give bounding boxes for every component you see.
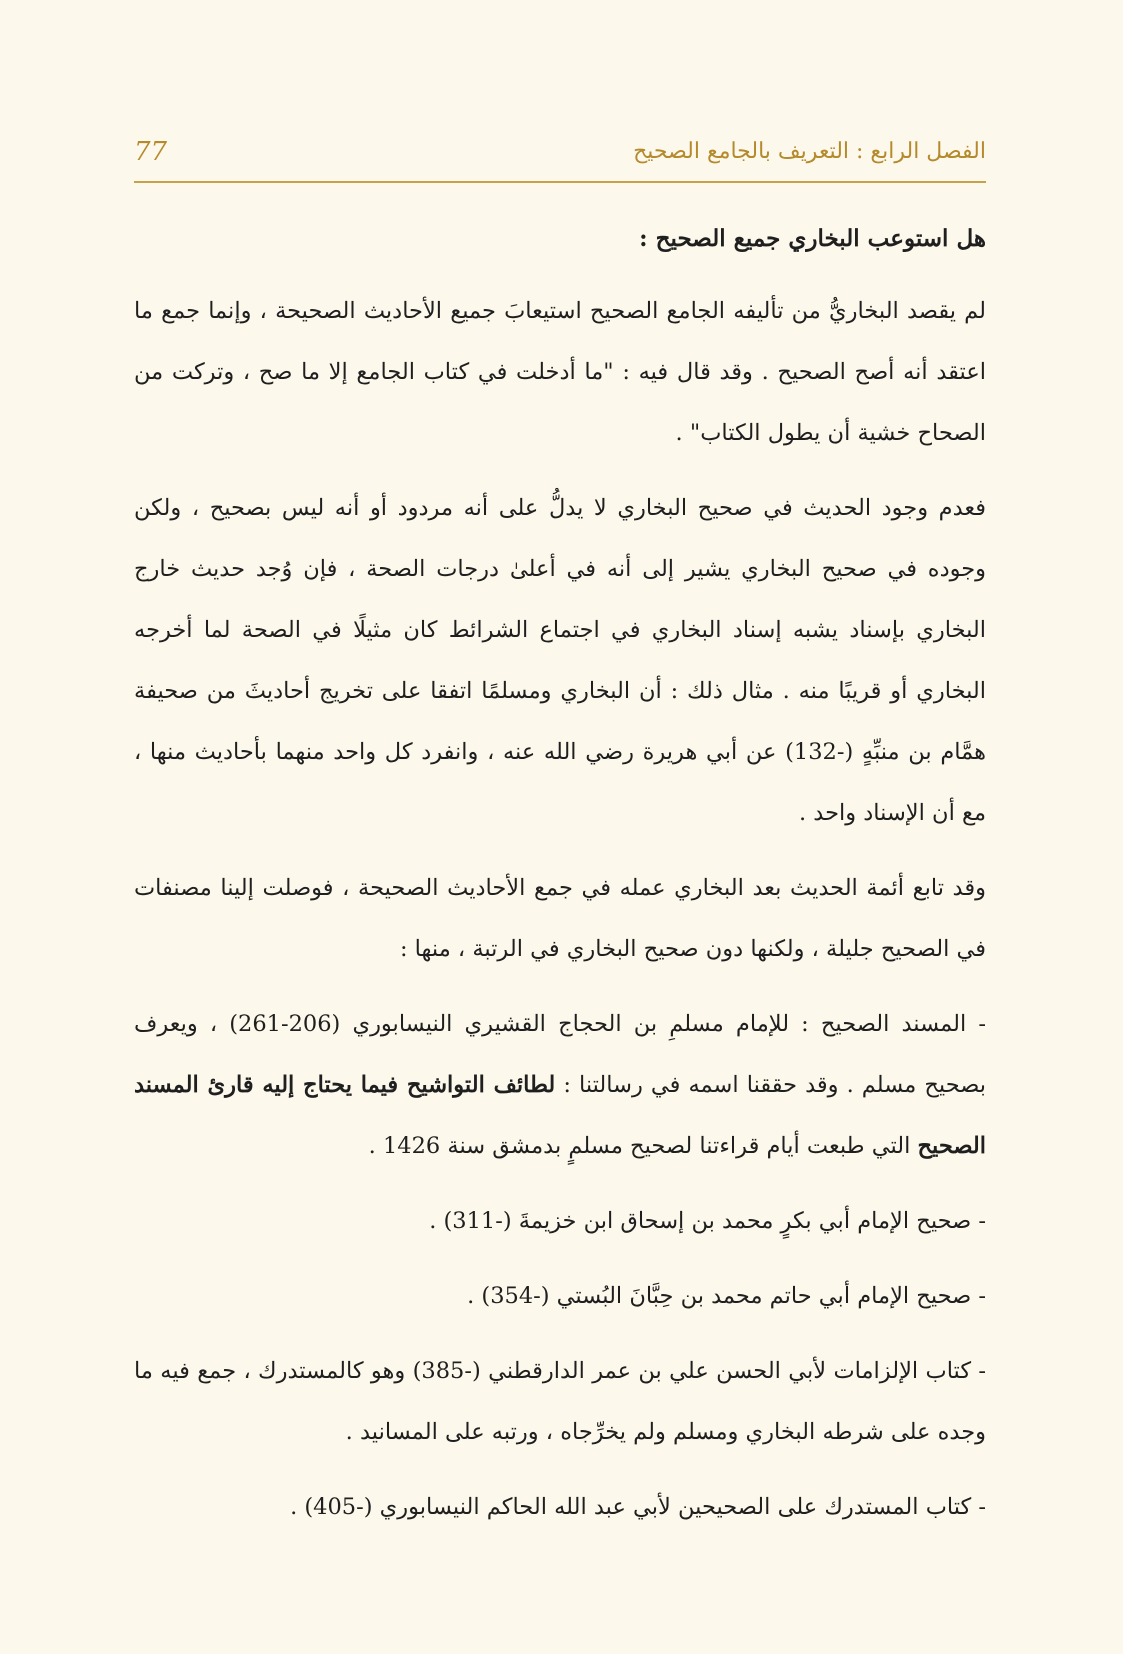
list-item-sahih-muslim <box>134 994 986 1177</box>
list-item-ibn-khuzaymah: - صحيح الإمام أبي بكرٍ محمد بن إسحاق ابن خزيمةَ (-311) . <box>429 1208 986 1234</box>
paragraph-1: لم يقصد البخاريُّ من تأليفه الجامع الصحيح استيعابَ جميع الأحاديث الصحيحة ، وإنما جمع ما اعتقد أنه أصح الصحيح . وقد قال فيه : "ما أدخلت في كتاب الجامع إلا ما صح ، وتركت من الصحاح خشية أن يطول الكتاب" . <box>134 298 986 446</box>
section-heading: هل استوعب البخاري جميع الصحيح : <box>639 225 986 252</box>
list-item-daraqutni: - كتاب الإلزامات لأبي الحسن علي بن عمر الدارقطني (-385) وهو كالمستدرك ، جمع فيه ما وجده على شرطه البخاري ومسلم ولم يخرِّجاه ، ورتبه على المسانيد . <box>134 1358 986 1445</box>
running-header <box>134 135 986 183</box>
book-title-bold: لطائف التواشيح فيما يحتاج إليه قارئ المسند الصحيح <box>134 1072 986 1159</box>
page-number: 77 <box>134 137 168 167</box>
list-item-text-continued: التي طبعت أيام قراءتنا لصحيح مسلمٍ بدمشق سنة 1426 . <box>368 1133 918 1159</box>
list-item-text: - المسند الصحيح : للإمام مسلمِ بن الحجاج القشيري النيسابوري (206-261) ، ويعرف بصحيح مسلم . وقد حققنا اسمه في رسالتنا : <box>134 1011 986 1098</box>
list-item-hakim: - كتاب المستدرك على الصحيحين لأبي عبد الله الحاكم النيسابوري (-405) . <box>290 1494 986 1520</box>
paragraph-2: فعدم وجود الحديث في صحيح البخاري لا يدلُّ على أنه مردود أو أنه ليس بصحيح ، ولكن وجوده في صحيح البخاري يشير إلى أنه في أعلىٰ درجات الصحة ، فإن وُجد حديث خارج البخاري بإسناد يشبه إسناد البخاري في اجتماع الشرائط كان مثيلًا في الصحة لما أخرجه البخاري أو قريبًا منه . مثال ذلك : أن البخاري ومسلمًا اتفقا على تخريج أحاديثَ من صحيفة همَّام بن منبِّهٍ (-132) عن أبي هريرة رضي الله عنه ، وانفرد كل واحد منهما بأحاديث منها ، مع أن الإسناد واحد . <box>134 495 986 826</box>
paragraph-3: وقد تابع أئمة الحديث بعد البخاري عمله في جمع الأحاديث الصحيحة ، فوصلت إلينا مصنفات في الصحيح جليلة ، ولكنها دون صحيح البخاري في الرتبة ، منها : <box>134 875 986 962</box>
list-item-ibn-hibban: - صحيح الإمام أبي حاتم محمد بن حِبَّانَ البُستي (-354) . <box>467 1283 986 1309</box>
page-body <box>134 208 986 1552</box>
chapter-title: الفصل الرابع : التعريف بالجامع الصحيح <box>633 139 986 164</box>
